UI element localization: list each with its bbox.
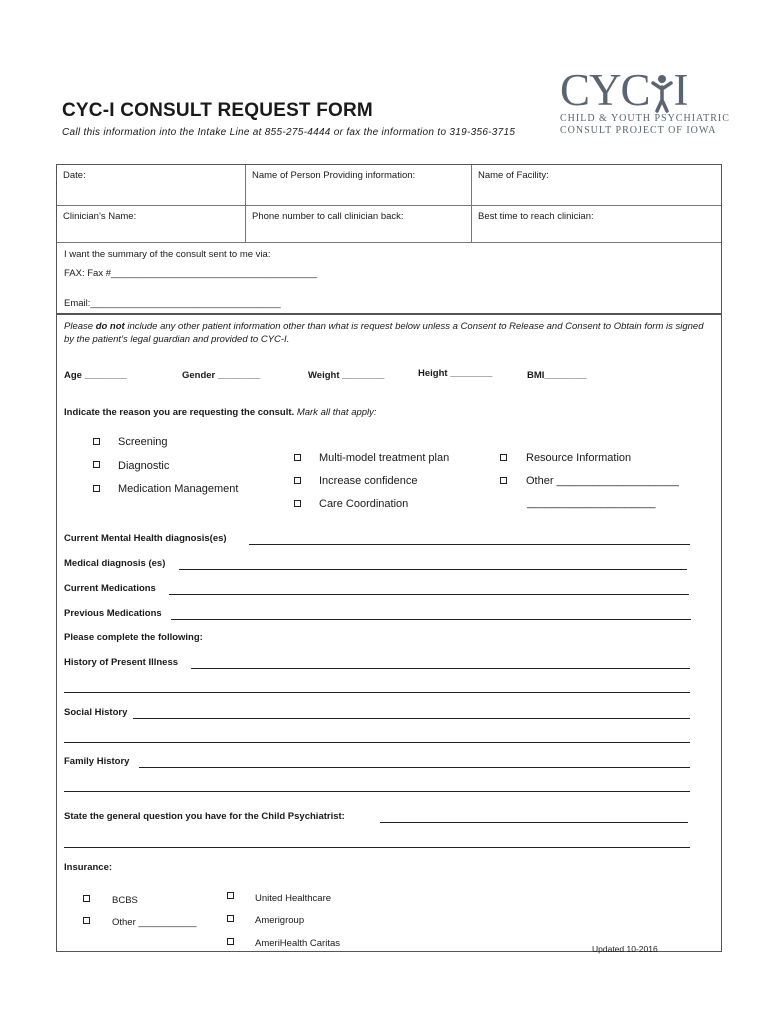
email-field[interactable]: Email:____________________________________: [64, 298, 281, 309]
amerigroup-checkbox[interactable]: [227, 915, 234, 922]
psychiatrist-question-input[interactable]: [380, 822, 688, 823]
medical-diagnosis-input[interactable]: [179, 569, 687, 570]
fax-field[interactable]: FAX: Fax #_______________________________________: [64, 268, 318, 279]
resource-information-option: Resource Information: [526, 452, 632, 464]
family-history-input-line-2[interactable]: [64, 791, 690, 792]
date-field[interactable]: [57, 165, 246, 205]
height-field[interactable]: Height ________: [418, 368, 493, 379]
social-history-input-line-2[interactable]: [64, 742, 690, 743]
united-healthcare-checkbox[interactable]: [227, 892, 234, 899]
amerigroup-option: Amerigroup: [255, 915, 305, 926]
summary-intro: I want the summary of the consult sent to me via:: [64, 249, 271, 260]
contact-row-2: [57, 206, 721, 243]
best-time-field[interactable]: [472, 206, 721, 242]
child-figure-icon: [651, 73, 673, 113]
previous-medications-input[interactable]: [171, 619, 691, 620]
increase-confidence-checkbox[interactable]: [294, 477, 301, 484]
provider-name-field[interactable]: [246, 165, 472, 205]
medication-management-option: Medication Management: [118, 483, 239, 495]
current-diagnosis-label: Current Mental Health diagnosis(es): [64, 533, 227, 544]
other-insurance-checkbox[interactable]: [83, 917, 90, 924]
previous-medications-label: Previous Medications: [64, 608, 162, 619]
screening-option: Screening: [118, 436, 168, 448]
present-illness-input-line-2[interactable]: [64, 692, 690, 693]
increase-confidence-option: Increase confidence: [319, 475, 418, 487]
logo-letters-left: CYC: [560, 65, 650, 115]
clinician-name-label: Clinician’s Name:: [63, 211, 137, 222]
privacy-notice: [64, 320, 714, 346]
social-history-label: Social History: [64, 707, 128, 718]
facility-label: Name of Facility:: [478, 170, 549, 181]
diagnostic-option: Diagnostic: [118, 460, 170, 472]
diagnostic-checkbox[interactable]: [93, 461, 100, 468]
summary-delivery-section: [57, 243, 721, 315]
medication-management-checkbox[interactable]: [93, 485, 100, 492]
care-coordination-option: Care Coordination: [319, 498, 409, 510]
age-field[interactable]: Age ________: [64, 370, 127, 381]
other-insurance-option[interactable]: Other ___________: [112, 917, 197, 928]
provider-name-label: Name of Person Providing information:: [252, 170, 416, 181]
notice-emphasis: do not: [95, 321, 125, 332]
current-medications-label: Current Medications: [64, 583, 156, 594]
notice-lead: Please: [64, 321, 96, 332]
family-history-label: Family History: [64, 756, 130, 767]
contact-row-1: [57, 165, 721, 206]
psychiatrist-question-input-line-2[interactable]: [64, 847, 690, 848]
other-reason-continuation[interactable]: _____________________: [527, 497, 656, 509]
present-illness-input[interactable]: [191, 668, 690, 669]
treatment-plan-option: Multi-model treatment plan: [319, 452, 450, 464]
date-label: Date:: [63, 170, 86, 181]
reason-prompt: [64, 407, 377, 418]
best-time-label: Best time to reach clinician:: [478, 211, 594, 222]
family-history-input[interactable]: [139, 767, 690, 768]
current-diagnosis-input[interactable]: [249, 544, 690, 545]
resource-information-checkbox[interactable]: [500, 454, 507, 461]
gender-field[interactable]: Gender ________: [182, 370, 261, 381]
logo-tagline-2: CONSULT PROJECT OF IOWA: [560, 125, 717, 136]
amerihealth-caritas-option: AmeriHealth Caritas: [255, 938, 340, 949]
intake-instructions: Call this information into the Intake Line at 855-275-4444 or fax the information to 319-356-3715: [62, 127, 516, 138]
complete-following-label: Please complete the following:: [64, 632, 203, 643]
screening-checkbox[interactable]: [93, 438, 100, 445]
callback-phone-field[interactable]: [246, 206, 472, 242]
care-coordination-checkbox[interactable]: [294, 500, 301, 507]
weight-field[interactable]: Weight ________: [308, 370, 385, 381]
insurance-label: Insurance:: [64, 862, 113, 873]
reason-hint: Mark all that apply:: [296, 407, 377, 418]
psychiatrist-question-label: State the general question you have for the Child Psychiatrist:: [64, 811, 345, 822]
amerihealth-caritas-checkbox[interactable]: [227, 938, 234, 945]
other-reason-option[interactable]: Other ____________________: [526, 475, 679, 487]
bcbs-option: BCBS: [112, 895, 138, 906]
cyci-logo: [560, 65, 730, 148]
social-history-input[interactable]: [133, 718, 690, 719]
present-illness-label: History of Present Illness: [64, 657, 179, 668]
facility-field[interactable]: [472, 165, 721, 205]
logo-tagline-1: CHILD & YOUTH PSYCHIATRIC: [560, 113, 730, 124]
notice-body: include any other patient information other than what is request below unless a Consent to Release and Consent to Obtain form is signed by the patient’s legal guardian and provided to CYC-I.: [64, 321, 704, 345]
reason-prompt-text: Indicate the reason you are requesting the consult.: [64, 407, 295, 418]
united-healthcare-option: United Healthcare: [255, 893, 332, 904]
consult-form: [56, 164, 722, 952]
current-medications-input[interactable]: [169, 594, 689, 595]
form-title: CYC-I CONSULT REQUEST FORM: [62, 100, 373, 121]
other-reason-checkbox[interactable]: [500, 477, 507, 484]
bmi-field[interactable]: BMI________: [527, 370, 587, 381]
treatment-plan-checkbox[interactable]: [294, 454, 301, 461]
updated-date: Updated 10-2016: [592, 944, 658, 954]
medical-diagnosis-label: Medical diagnosis (es): [64, 558, 166, 569]
clinician-name-field[interactable]: [57, 206, 246, 242]
logo-letters-right: I: [673, 65, 688, 115]
bcbs-checkbox[interactable]: [83, 895, 90, 902]
callback-phone-label: Phone number to call clinician back:: [252, 211, 404, 222]
